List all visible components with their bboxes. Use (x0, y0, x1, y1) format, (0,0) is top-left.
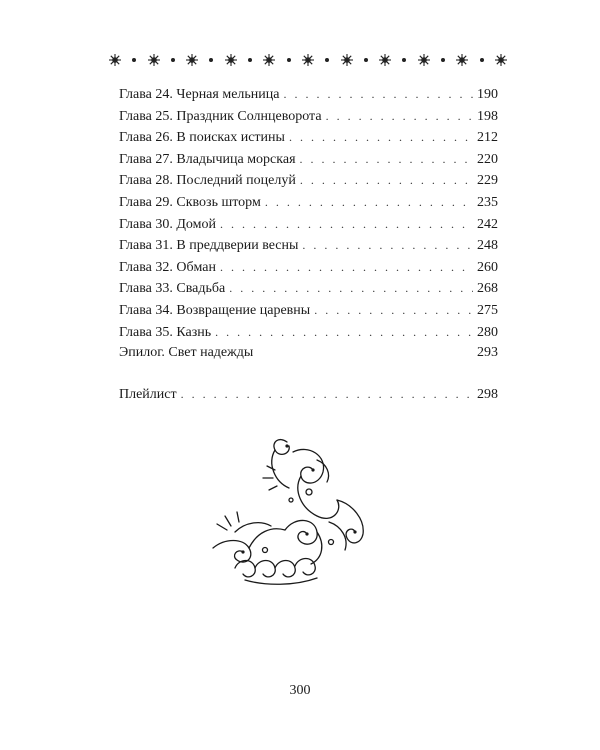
ornament-dot (364, 58, 368, 62)
ornament-dot (325, 58, 329, 62)
toc-entry-title: Глава 32. Обман (119, 259, 216, 275)
snowflake-star-icon (455, 53, 469, 67)
toc-dot-leader (229, 278, 473, 299)
toc-dot-leader (314, 300, 473, 321)
toc-dot-leader (265, 192, 473, 213)
toc-entry-ch24[interactable] (119, 84, 498, 106)
snowflake-star-icon (262, 53, 276, 67)
toc-entry-page: 293 (477, 345, 498, 361)
toc-entry-ch32[interactable] (119, 257, 498, 279)
ornament-dot (171, 58, 175, 62)
toc-entry-page: 268 (477, 281, 498, 297)
toc-entry-page: 275 (477, 302, 498, 318)
ornament-dot (209, 58, 213, 62)
toc-entry-title: Глава 35. Казнь (119, 324, 212, 340)
toc-dot-leader (283, 84, 473, 105)
toc-entry-title: Глава 33. Свадьба (119, 281, 226, 297)
toc-entry-title: Глава 24. Черная мельница (119, 87, 280, 102)
ornament-dot (480, 58, 484, 62)
ornament-dot (132, 58, 136, 62)
ornament-dot (441, 58, 445, 62)
toc-entry-title: Глава 25. Праздник Солнцеворота (119, 108, 322, 124)
snowflake-star-icon (301, 53, 315, 67)
toc-entry-title: Глава 26. В поисках истины (119, 130, 285, 146)
snowflake-star-icon (224, 53, 238, 67)
toc-entry-page: 190 (477, 87, 498, 102)
toc-entry-ch34[interactable] (119, 300, 498, 322)
toc-dot-leader (300, 170, 473, 191)
toc-entry-page: 198 (477, 108, 498, 124)
toc-entry-ch25[interactable] (119, 106, 498, 128)
table-of-contents (119, 84, 498, 405)
toc-entry-page: 220 (477, 151, 498, 167)
toc-entry-ch29[interactable] (119, 192, 498, 214)
snowflake-star-icon (108, 53, 122, 67)
toc-entry-page: 260 (477, 259, 498, 275)
toc-entry-epilogue[interactable] (119, 343, 498, 364)
snowflake-star-icon (340, 53, 354, 67)
ornament-dot (248, 58, 252, 62)
toc-dot-leader (326, 106, 473, 127)
toc-entry-title: Глава 29. Сквозь шторм (119, 194, 261, 210)
toc-entry-ch26[interactable] (119, 127, 498, 149)
header-ornament-row (108, 50, 508, 70)
toc-entry-ch31[interactable] (119, 235, 498, 257)
toc-entry-page: 298 (477, 386, 498, 402)
toc-dot-leader (300, 149, 473, 170)
toc-dot-leader (181, 384, 473, 405)
toc-dot-leader (289, 127, 473, 148)
snowflake-star-icon (378, 53, 392, 67)
toc-spacer (119, 364, 498, 384)
toc-entry-title: Глава 34. Возвращение царевны (119, 302, 311, 318)
page-number: 300 (289, 683, 311, 698)
snowflake-star-icon (494, 53, 508, 67)
snowflake-star-icon (185, 53, 199, 67)
toc-entry-page: 242 (477, 216, 498, 232)
toc-entry-ch33[interactable] (119, 278, 498, 300)
toc-entry-ch27[interactable] (119, 149, 498, 171)
toc-entry-ch35[interactable] (119, 322, 498, 344)
toc-dot-leader (220, 257, 473, 278)
ornament-dot (402, 58, 406, 62)
snowflake-star-icon (147, 53, 161, 67)
toc-entry-title: Глава 28. Последний поцелуй (119, 173, 296, 189)
toc-entry-page: 235 (477, 194, 498, 210)
toc-entry-page: 229 (477, 173, 498, 189)
toc-entry-title: Глава 30. Домой (119, 216, 217, 232)
toc-entry-ch30[interactable] (119, 214, 498, 236)
toc-entry-title: Глава 27. Владычица морская (119, 151, 296, 167)
sea-wave-ornament-icon (205, 430, 385, 590)
snowflake-star-icon (417, 53, 431, 67)
ornament-dot (287, 58, 291, 62)
toc-entry-title: Плейлист (119, 386, 177, 402)
toc-dot-leader (215, 322, 473, 343)
toc-dot-leader (220, 214, 473, 235)
toc-entry-title: Эпилог. Свет надежды (119, 345, 254, 361)
toc-entry-ch28[interactable] (119, 170, 498, 192)
toc-entry-page: 212 (477, 130, 498, 146)
toc-entry-playlist[interactable] (119, 384, 498, 406)
toc-dot-leader (302, 235, 473, 256)
toc-entry-title: Глава 31. В преддверии весны (119, 238, 299, 254)
toc-entry-page: 248 (477, 238, 498, 254)
toc-entry-page: 280 (477, 324, 498, 340)
